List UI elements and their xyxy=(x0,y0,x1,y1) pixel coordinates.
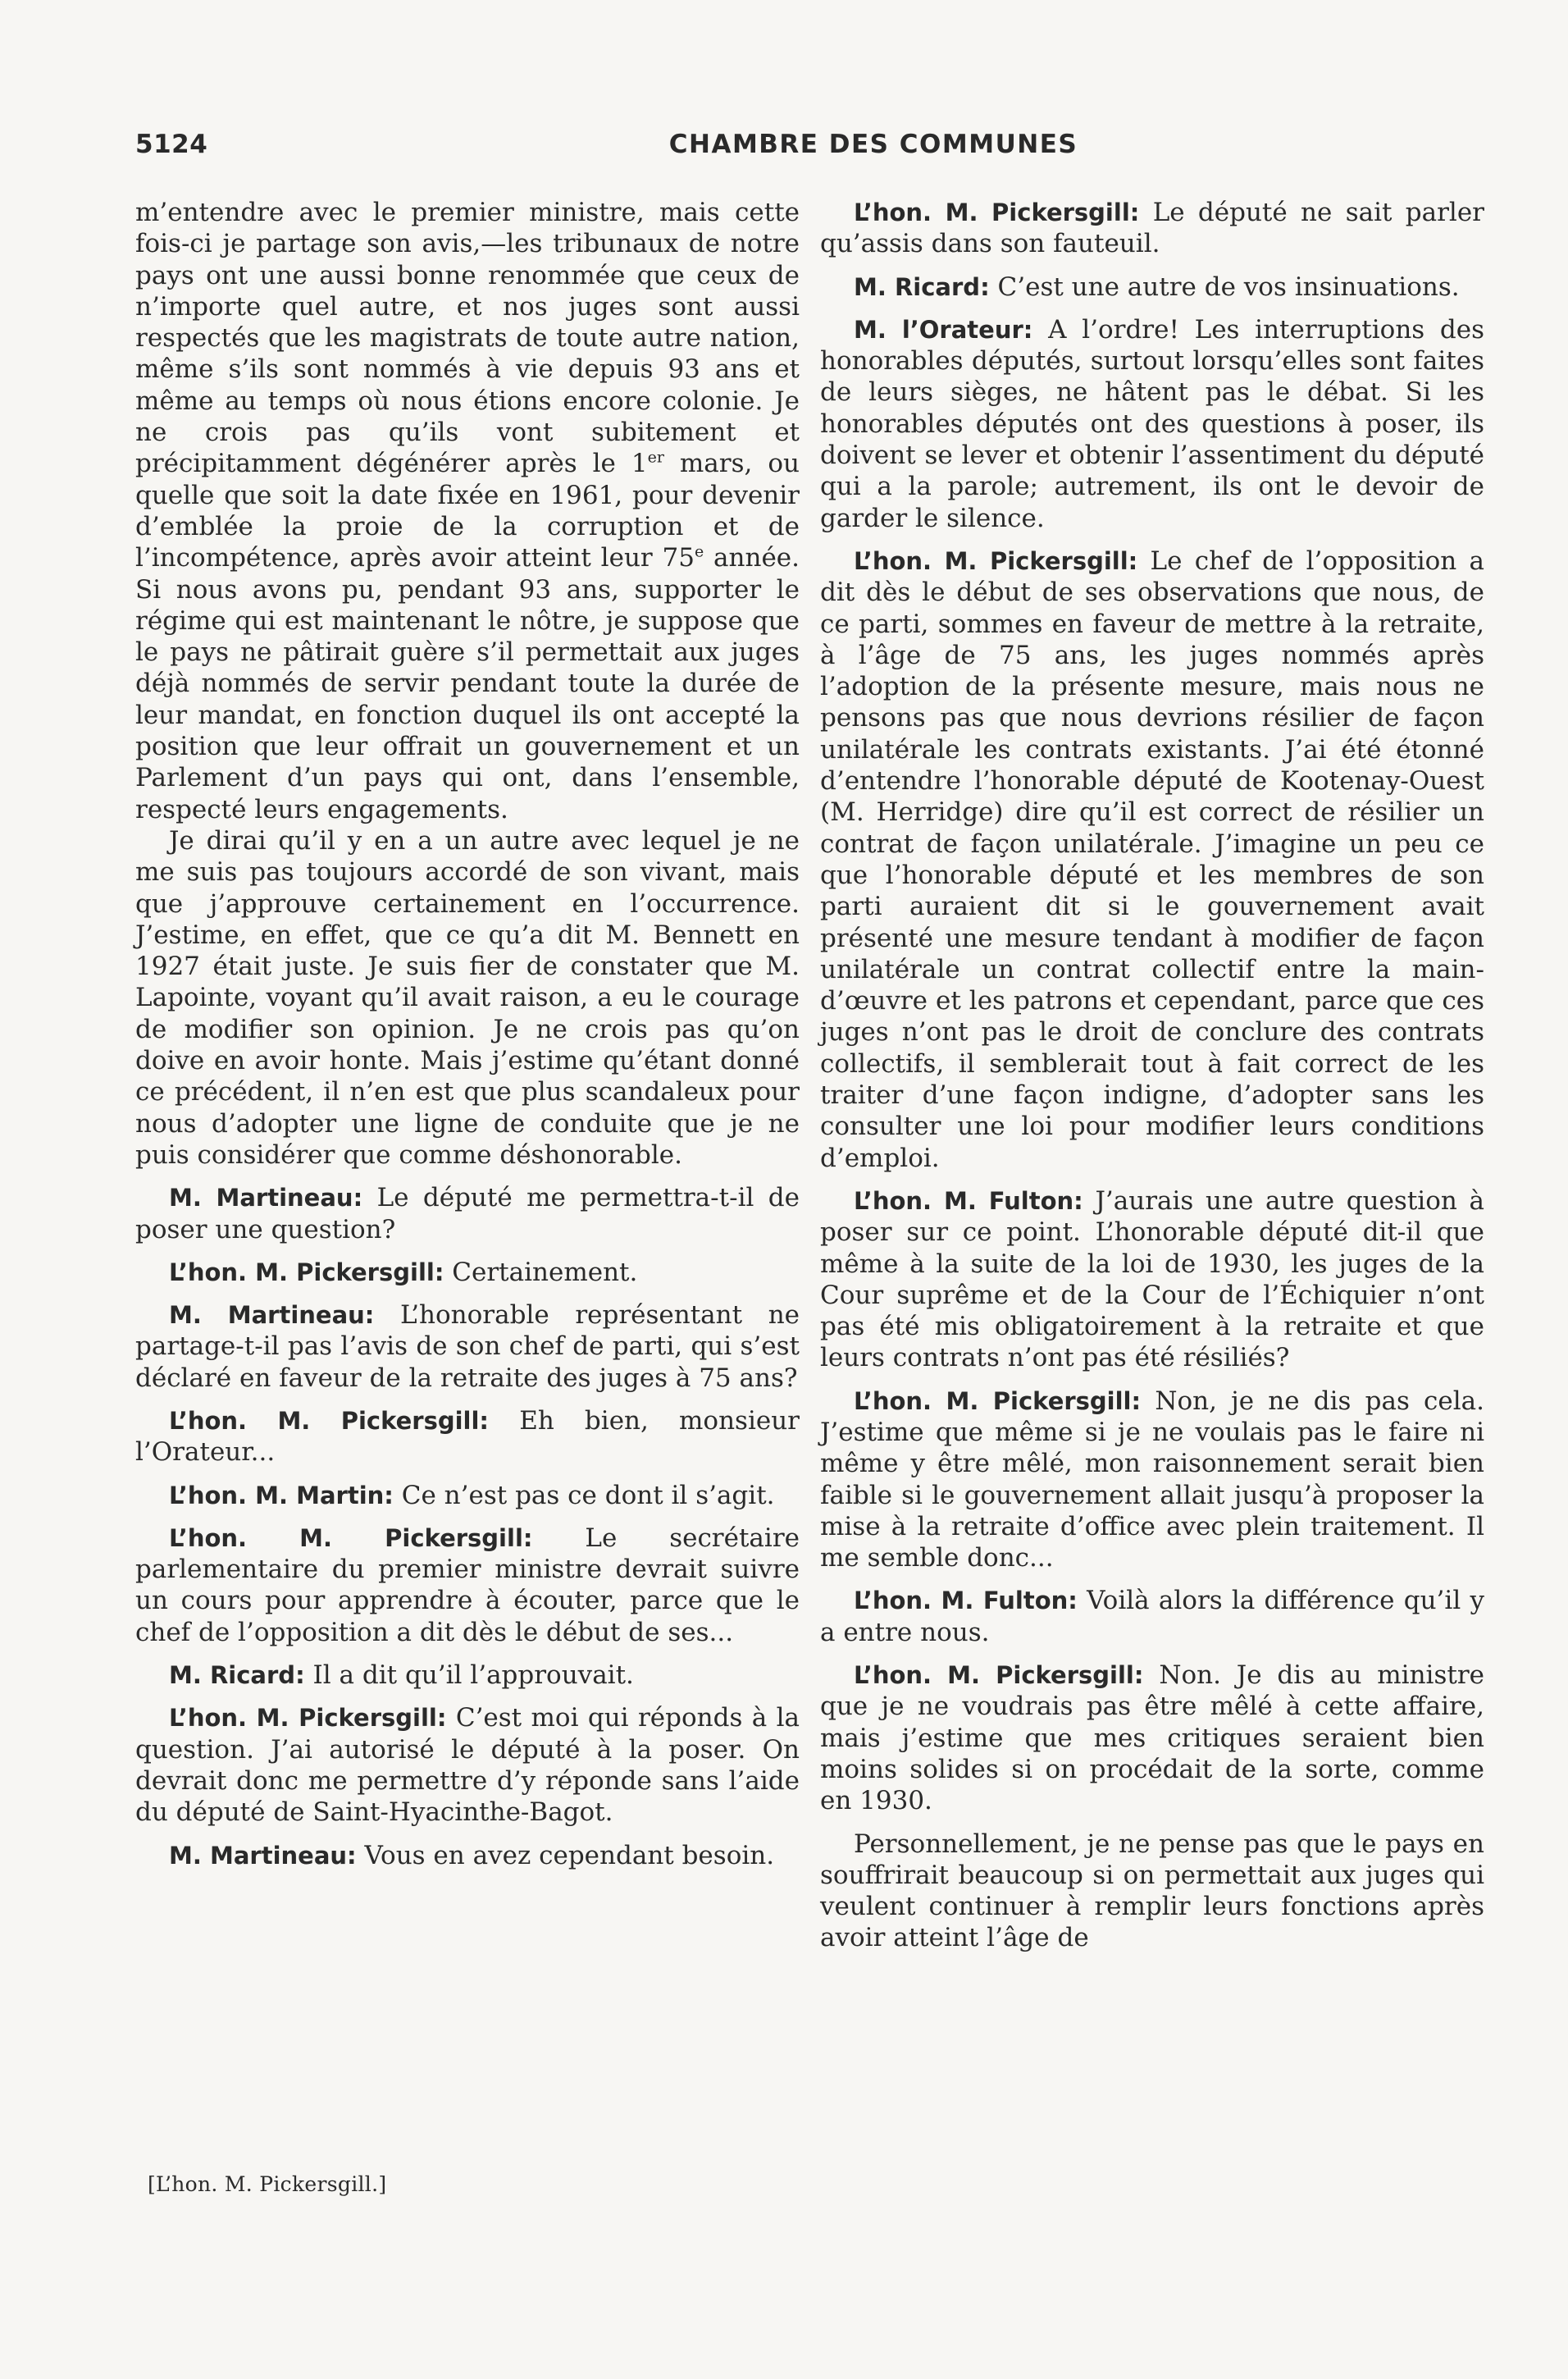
speech-paragraph xyxy=(820,1660,1484,1816)
speech-paragraph xyxy=(135,1257,800,1288)
speech-text: J’aurais une autre question à poser sur ce point. L’honorable député dit-il que même à la suite de la loi de 1930, les juges de la Cour suprême et de la Cour de l’Échiquier n’ont pas été mis obligatoirement à la retraite et que leurs contrats n’ont pas été résiliés? xyxy=(820,1185,1484,1373)
speech-text: Le député ne sait parler qu’assis dans son fauteuil. xyxy=(820,198,1484,259)
speaker-name: L’hon. M. Pickersgill: xyxy=(169,1258,444,1286)
speaker-name: L’hon. M. Pickersgill: xyxy=(854,1661,1144,1690)
speech-text: C’est moi qui réponds à la question. J’ai autorisé le député à la poser. On devrait donc me permettre d’y réponde sans l’aide du député de Saint-Hyacinthe-Bagot. xyxy=(135,1703,800,1828)
speech-paragraph xyxy=(820,314,1484,534)
left-column xyxy=(135,197,800,1871)
speaker-name: L’hon. M. Martin: xyxy=(169,1481,394,1509)
speech-paragraph xyxy=(135,1299,800,1394)
paragraph-text: Personnellement, je ne pense pas que le pays en souffrirait beaucoup si on permettait aux juges qui veulent continuer à remplir leurs fonctions après avoir atteint l’âge de xyxy=(820,1829,1484,1953)
speech-text: A l’ordre! Les interruptions des honorables députés, surtout lorsqu’elles sont faites de leurs sièges, ne hâtent pas le débat. Si les honorables députés ont des questions à poser, ils doivent se lever et obtenir l’assentiment du député qui a la parole; autrement, ils ont le devoir de garder le silence. xyxy=(820,314,1485,533)
speaker-name: L’hon. M. Fulton: xyxy=(854,1186,1083,1215)
speaker-name: L’hon. M. Pickersgill: xyxy=(854,546,1138,575)
speech-paragraph xyxy=(820,1585,1484,1648)
speech-paragraph xyxy=(135,1660,800,1691)
paragraph-text: Je dirai qu’il y en a un autre avec lequel je ne me suis pas toujours accordé de son vivant, mais que j’approuve certainement en l’occurrence. J’estime, en effet, que ce qu’a dit M. Bennett en 1927 était juste. Je suis fier de constater que M. Lapointe, voyant qu’il avait raison, a eu le courage de modifier son opinion. Je ne crois pas qu’on doive en avoir honte. Mais j’estime qu’étant donné ce précédent, il n’en est que plus scandaleux pour nous d’adopter une ligne de conduite que je ne puis considérer que comme déshonorable. xyxy=(135,825,800,1170)
speech-text: Certainement. xyxy=(452,1257,638,1287)
paragraph xyxy=(135,197,800,825)
speech-text: Le secrétaire parlementaire du premier ministre devrait suivre un cours pour apprendre à écouter, parce que le chef de l’opposition a dit dès le début de ses... xyxy=(135,1523,800,1647)
speech-text: Non, je ne dis pas cela. J’estime que même si je ne voulais pas le faire ni même y être mêlé, mon raisonnement serait bien faible si le gouvernement allait jusqu’à proposer la mise à la retraite d’office avec plein traitement. Il me semble donc... xyxy=(820,1386,1484,1573)
speech-text: Vous en avez cependant besoin. xyxy=(364,1840,775,1870)
speaker-name: L’hon. M. Pickersgill: xyxy=(169,1406,490,1435)
running-head-title: CHAMBRE DES COMMUNES xyxy=(668,130,1078,159)
speech-text: Voilà alors la différence qu’il y a entre nous. xyxy=(820,1586,1484,1647)
speech-text: Non. Je dis au ministre que je ne voudrais pas être mêlé à cette affaire, mais j’estime que mes critiques seraient bien moins solides si on procédait de la sorte, comme en 1930. xyxy=(820,1660,1484,1816)
speaker-name: M. Martineau: xyxy=(169,1841,357,1870)
speaker-name: M. l’Orateur: xyxy=(854,315,1033,344)
right-column xyxy=(820,197,1484,1954)
speaker-reference-footer: [L’hon. M. Pickersgill.] xyxy=(148,2172,387,2196)
paragraph-text: m’entendre avec le premier ministre, mais cette fois-ci je partage son avis,—les tribunaux de notre pays ont une aussi bonne renommée que ceux de n’importe quel autre, et nos juges sont aussi respectés que les magistrats de toute autre nation, même s’ils sont nommés à vie depuis 93 ans et même au temps où nous étions encore colonie. Je ne crois pas qu’ils vont subitement et précipitamment dégénérer après le 1er mars, ou quelle que soit la date fixée en 1961, pour devenir d’emblée la proie de la corruption et de l’incompétence, après avoir atteint leur 75e année. Si nous avons pu, pendant 93 ans, supporter le régime qui est maintenant le nôtre, je suppose que le pays ne pâtirait guère s’il permettait aux juges déjà nommés de servir pendant toute la durée de leur mandat, en fonction duquel ils ont accepté la position que leur offrait un gouvernement et un Parlement d’un pays qui ont, dans l’ensemble, respecté leurs engagements. xyxy=(135,198,800,824)
paragraph xyxy=(820,1829,1484,1954)
speaker-name: L’hon. M. Pickersgill: xyxy=(169,1523,533,1552)
page-number: 5124 xyxy=(135,130,208,159)
speech-paragraph xyxy=(820,272,1484,303)
speaker-name: L’hon. M. Pickersgill: xyxy=(169,1704,447,1733)
speaker-name: L’hon. M. Pickersgill: xyxy=(854,199,1140,226)
speaker-name: M. Ricard: xyxy=(169,1661,305,1690)
speech-text: L’honorable représentant ne partage-t-il pas l’avis de son chef de parti, qui s’est déclaré en faveur de la retraite des juges à 75 ans? xyxy=(135,1300,800,1393)
speech-paragraph xyxy=(135,1480,800,1511)
speech-text: Le chef de l’opposition a dit dès le début de ses observations que nous, de ce parti, sommes en faveur de mettre à la retraite, à l’âge de 75 ans, les juges nommés après l’adoption de la présente mesure, mais nous ne pensons pas que nous devrions résilier de façon unilatérale les contrats existants. J’ai été étonné d’entendre l’honorable député de Kootenay-Ouest (M. Herridge) dire qu’il est correct de résilier un contrat de façon unilatérale. J’imagine un peu ce que l’honorable député et les membres de son parti auraient dit si le gouvernement avait présenté une mesure tendant à modifier de façon unilatérale un contrat collectif entre la main-d’œuvre et les patrons et cependant, parce que ces juges n’ont pas le droit de conclure des contrats collectifs, il semblerait tout à fait correct de les traiter d’une façon indigne, d’adopter sans les consulter une loi pour modifier leurs conditions d’emploi. xyxy=(820,546,1484,1173)
speaker-name: L’hon. M. Fulton: xyxy=(854,1587,1078,1615)
speech-text: Ce n’est pas ce dont il s’agit. xyxy=(401,1480,775,1510)
speech-paragraph xyxy=(820,197,1484,260)
speech-paragraph xyxy=(135,1702,800,1828)
speaker-name: L’hon. M. Pickersgill: xyxy=(854,1386,1142,1415)
page-header xyxy=(135,130,1488,169)
speech-paragraph xyxy=(820,1386,1484,1574)
speaker-name: M. Ricard: xyxy=(854,272,990,301)
speech-paragraph xyxy=(135,1182,800,1245)
speech-text: Eh bien, monsieur l’Orateur... xyxy=(135,1405,800,1468)
speech-paragraph xyxy=(820,546,1484,1174)
speaker-name: M. Martineau: xyxy=(169,1301,375,1330)
speech-text: Le député me permettra-t-il de poser une question? xyxy=(135,1183,800,1244)
speech-text: Il a dit qu’il l’approuvait. xyxy=(312,1660,634,1691)
speech-paragraph xyxy=(820,1185,1484,1374)
speaker-name: M. Martineau: xyxy=(169,1184,363,1212)
paragraph xyxy=(135,825,800,1171)
speech-paragraph xyxy=(135,1840,800,1871)
speech-paragraph xyxy=(135,1405,800,1468)
speech-paragraph xyxy=(135,1523,800,1648)
speech-text: C’est une autre de vos insinuations. xyxy=(997,272,1460,302)
